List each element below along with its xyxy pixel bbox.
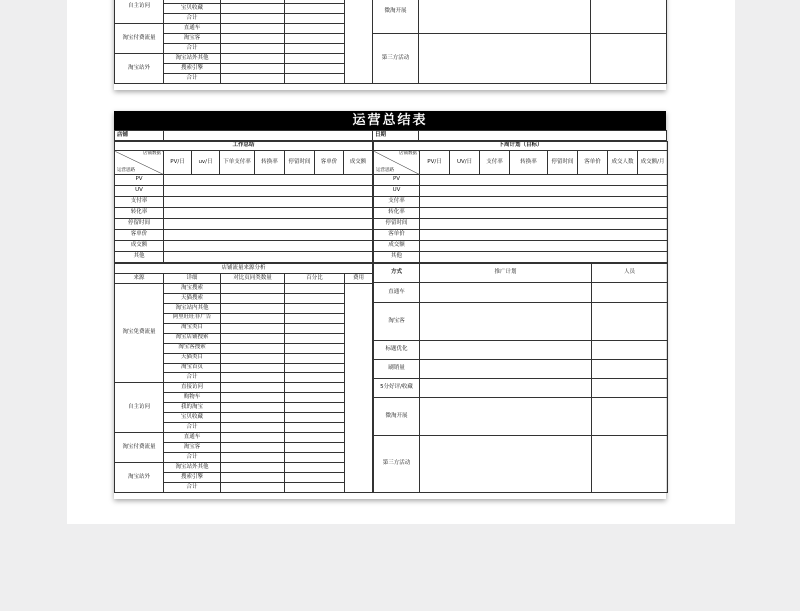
blank-cell[interactable] <box>285 44 345 54</box>
next-week-table <box>373 141 668 263</box>
blank-cell[interactable] <box>420 230 668 241</box>
traffic-block <box>114 263 666 493</box>
table-cell-label: 淘宝客 <box>374 303 420 341</box>
blank-cell[interactable] <box>164 208 373 219</box>
table-cell-label: 天猫类目 <box>164 353 221 363</box>
table-cell-label: 合计 <box>164 373 221 383</box>
blank-cell[interactable] <box>285 34 345 44</box>
table-cell-label: PV <box>374 175 420 186</box>
blank-cell[interactable] <box>221 14 285 24</box>
table-cell-label: 支付率 <box>115 197 164 208</box>
blank-cell[interactable] <box>285 363 345 373</box>
table-cell-label: 客单价 <box>374 230 420 241</box>
blank-cell[interactable] <box>221 4 285 14</box>
blank-cell[interactable] <box>285 313 345 323</box>
blank-cell[interactable] <box>221 313 285 323</box>
table-cell-label: 淘宝客 <box>164 443 221 453</box>
blank-cell[interactable] <box>221 423 285 433</box>
blank-cell[interactable] <box>420 219 668 230</box>
blank-cell[interactable] <box>164 252 373 263</box>
blank-cell[interactable] <box>164 186 373 197</box>
table-cell-label: PV/日 <box>420 151 450 175</box>
next-week-title: 下周计划（目标） <box>374 142 668 151</box>
blank-cell[interactable] <box>285 482 345 492</box>
blank-cell[interactable] <box>285 433 345 443</box>
blank-cell[interactable] <box>221 413 285 423</box>
fragment-group-a: 自主访问 <box>115 0 164 24</box>
blank-cell[interactable] <box>221 463 285 473</box>
traffic-group-external: 淘宝站外 <box>115 463 164 493</box>
blank-cell[interactable] <box>592 398 668 436</box>
date-label: 日期 <box>373 131 419 141</box>
blank-cell[interactable] <box>221 373 285 383</box>
table-cell-label: 转换率 <box>510 151 548 175</box>
blank-cell[interactable] <box>420 208 668 219</box>
blank-cell[interactable] <box>420 241 668 252</box>
work-summary-diag-cell: 店铺数据 运营思路 <box>115 151 164 175</box>
blank-cell[interactable] <box>592 341 668 360</box>
blank-cell[interactable] <box>285 463 345 473</box>
blank-cell[interactable] <box>221 24 285 34</box>
blank-cell[interactable] <box>592 283 668 303</box>
traffic-group-paid: 淘宝付费流量 <box>115 433 164 463</box>
table-cell-label: 搜索引擎 <box>164 473 221 483</box>
table-cell-label: UV/日 <box>450 151 480 175</box>
blank-cell[interactable] <box>221 34 285 44</box>
blank-cell[interactable] <box>591 34 667 84</box>
table-cell-label: 百分比 <box>285 274 345 283</box>
table-cell-label: 人员 <box>592 264 668 283</box>
traffic-group-direct: 自主访问 <box>115 383 164 433</box>
blank-cell[interactable] <box>285 303 345 313</box>
table-cell-label: 支付率 <box>480 151 510 175</box>
blank-cell[interactable] <box>164 197 373 208</box>
blank-cell[interactable] <box>221 333 285 343</box>
table-cell-label: 成交额/月 <box>638 151 668 175</box>
blank-cell[interactable] <box>221 443 285 453</box>
blank-cell[interactable] <box>285 373 345 383</box>
blank-cell[interactable] <box>420 186 668 197</box>
table-cell-label: 合计 <box>164 44 221 54</box>
blank-cell[interactable] <box>221 343 285 353</box>
table-cell-label: 我的淘宝 <box>164 403 221 413</box>
table-cell-label: 阿里旺旺非广告 <box>164 313 221 323</box>
fragment-table <box>114 0 667 84</box>
table-cell-label: 其他 <box>115 252 164 263</box>
blank-cell[interactable] <box>221 393 285 403</box>
blank-cell[interactable] <box>285 323 345 333</box>
table-cell-label: UV <box>374 186 420 197</box>
table-cell-label: 对比页同类数量 <box>221 274 285 283</box>
table-cell-label: 合计 <box>164 74 221 84</box>
table-cell-label: 直接访问 <box>164 383 221 393</box>
table-cell-label: 下单支付率 <box>220 151 255 175</box>
table-cell-label: 停留时间 <box>115 219 164 230</box>
table-cell-label: 微淘开展 <box>373 0 419 34</box>
blank-cell[interactable] <box>592 436 668 493</box>
table-cell-label: 直通车 <box>164 433 221 443</box>
table-cell-label: 淘宝客 <box>164 34 221 44</box>
table-cell-label: 转化率 <box>115 208 164 219</box>
table-cell-label: 成交额 <box>344 151 373 175</box>
table-cell-label: 详细 <box>164 274 221 283</box>
blank-cell[interactable] <box>285 333 345 343</box>
table-cell-label: 支付率 <box>374 197 420 208</box>
blank-cell[interactable] <box>420 398 592 436</box>
blank-cell[interactable] <box>420 360 592 379</box>
table-cell-label: 宝贝收藏 <box>164 4 221 14</box>
blank-cell[interactable] <box>420 379 592 398</box>
blank-cell[interactable] <box>221 383 285 393</box>
table-cell-label: 标题优化 <box>374 341 420 360</box>
table-cell-label: 成交额 <box>115 241 164 252</box>
table-cell-label: 其他 <box>374 252 420 263</box>
blank-cell[interactable] <box>221 363 285 373</box>
table-cell-label: 费用 <box>345 274 373 283</box>
table-cell-label: PV <box>115 175 164 186</box>
blank-cell[interactable] <box>164 219 373 230</box>
table-cell-label: 天猫搜索 <box>164 293 221 303</box>
traffic-group-free: 淘宝免费流量 <box>115 283 164 383</box>
blank-cell[interactable] <box>420 303 592 341</box>
blank-cell[interactable] <box>221 403 285 413</box>
fragment-group-c: 淘宝站外 <box>115 54 164 84</box>
table-cell-label: 淘宝站内其他 <box>164 303 221 313</box>
blank-cell[interactable] <box>164 241 373 252</box>
blank-cell[interactable] <box>221 283 285 293</box>
blank-cell[interactable] <box>285 393 345 403</box>
table-cell-label: 方式 <box>374 264 420 283</box>
table-cell-label: 刷销量 <box>374 360 420 379</box>
summary-sheet <box>114 111 666 499</box>
blank-cell[interactable] <box>221 323 285 333</box>
blank-cell[interactable] <box>285 443 345 453</box>
shop-label: 店铺 <box>115 131 164 141</box>
table-cell-label: 搜索引擎 <box>164 64 221 74</box>
table-cell-label: 淘宝搜索 <box>164 283 221 293</box>
table-cell-label: 成交额 <box>374 241 420 252</box>
table-cell-label: 购物车 <box>164 393 221 403</box>
table-cell-label: 微淘开展 <box>374 398 420 436</box>
blank-cell[interactable] <box>419 0 591 34</box>
blank-cell[interactable] <box>221 453 285 463</box>
blank-cell[interactable] <box>221 64 285 74</box>
blank-cell[interactable] <box>420 197 668 208</box>
blank-cell[interactable] <box>285 453 345 463</box>
blank-cell[interactable] <box>221 433 285 443</box>
traffic-table <box>114 263 373 493</box>
blank-cell[interactable] <box>592 360 668 379</box>
date-value[interactable] <box>419 131 667 141</box>
blank-cell[interactable] <box>164 230 373 241</box>
table-cell-label: 5分好评/收藏 <box>374 379 420 398</box>
sheet-title: 运营总结表 <box>114 111 666 130</box>
work-summary-title: 工作总结 <box>115 142 373 151</box>
table-cell-label: 客单价 <box>578 151 608 175</box>
blank-cell[interactable] <box>592 303 668 341</box>
blank-cell[interactable] <box>221 293 285 303</box>
table-cell-label: UV <box>115 186 164 197</box>
table-cell-label: 淘宝客搜索 <box>164 343 221 353</box>
blank-cell[interactable] <box>285 343 345 353</box>
table-cell-label: 来源 <box>115 274 164 283</box>
summary-block <box>114 141 666 263</box>
blank-cell[interactable] <box>221 74 285 84</box>
table-cell-label: 客单价 <box>115 230 164 241</box>
blank-cell[interactable] <box>285 473 345 483</box>
blank-cell[interactable] <box>420 252 668 263</box>
blank-cell[interactable] <box>285 54 345 64</box>
blank-cell[interactable] <box>592 379 668 398</box>
blank-cell[interactable] <box>420 436 592 493</box>
table-cell-label: 淘宝类目 <box>164 323 221 333</box>
blank-cell[interactable] <box>285 403 345 413</box>
table-cell-label: 停留时间 <box>374 219 420 230</box>
table-cell-label: 淘宝店铺搜索 <box>164 333 221 343</box>
blank-cell[interactable] <box>345 283 373 492</box>
blank-cell[interactable] <box>221 482 285 492</box>
blank-cell[interactable] <box>591 0 667 34</box>
blank-cell[interactable] <box>420 341 592 360</box>
blank-cell[interactable] <box>285 423 345 433</box>
table-cell-label: 第三方活动 <box>373 34 419 84</box>
blank-cell[interactable] <box>345 0 373 84</box>
table-cell-label: 直通车 <box>374 283 420 303</box>
table-cell-label: 转化率 <box>374 208 420 219</box>
table-cell-label: 直通车 <box>164 24 221 34</box>
blank-cell[interactable] <box>221 473 285 483</box>
blank-cell[interactable] <box>285 14 345 24</box>
table-cell-label: 客单价 <box>315 151 344 175</box>
blank-cell[interactable] <box>285 24 345 34</box>
work-summary-table <box>114 141 373 263</box>
table-cell-label: 合计 <box>164 482 221 492</box>
table-cell-label: 第三方活动 <box>374 436 420 493</box>
blank-cell[interactable] <box>221 44 285 54</box>
blank-cell[interactable] <box>221 353 285 363</box>
blank-cell[interactable] <box>285 4 345 14</box>
table-cell-label: uv/日 <box>192 151 220 175</box>
blank-cell[interactable] <box>221 54 285 64</box>
fragment-group-b: 淘宝付费流量 <box>115 24 164 54</box>
blank-cell[interactable] <box>285 293 345 303</box>
previous-sheet-fragment <box>114 0 666 90</box>
table-cell-label: 合计 <box>164 423 221 433</box>
blank-cell[interactable] <box>221 303 285 313</box>
table-cell-label: 合计 <box>164 14 221 24</box>
table-cell-label: 合计 <box>164 453 221 463</box>
blank-cell[interactable] <box>285 383 345 393</box>
next-week-diag-cell: 店铺数据 运营思路 <box>374 151 420 175</box>
blank-cell[interactable] <box>419 34 591 84</box>
blank-cell[interactable] <box>285 64 345 74</box>
table-cell-label: PV/日 <box>164 151 192 175</box>
table-cell-label: 转换率 <box>255 151 285 175</box>
blank-cell[interactable] <box>285 283 345 293</box>
table-cell-label: 宝贝收藏 <box>164 413 221 423</box>
table-cell-label: 停留时间 <box>548 151 578 175</box>
blank-cell[interactable] <box>285 74 345 84</box>
table-cell-label: 淘宝站外其他 <box>164 54 221 64</box>
table-cell-label: 停留时间 <box>285 151 315 175</box>
blank-cell[interactable] <box>420 283 592 303</box>
shop-value[interactable] <box>164 131 373 141</box>
header-table <box>114 130 667 141</box>
table-cell-label: 推广计划 <box>420 264 592 283</box>
blank-cell[interactable] <box>285 353 345 363</box>
table-cell-label: 成交人数 <box>608 151 638 175</box>
blank-cell[interactable] <box>285 413 345 423</box>
promotion-table <box>373 263 668 493</box>
blank-cell[interactable] <box>164 175 373 186</box>
table-cell-label: 淘宝站外其他 <box>164 463 221 473</box>
table-cell-label: 淘宝首页 <box>164 363 221 373</box>
blank-cell[interactable] <box>420 175 668 186</box>
traffic-title: 店铺流量来源分析 <box>115 264 373 274</box>
